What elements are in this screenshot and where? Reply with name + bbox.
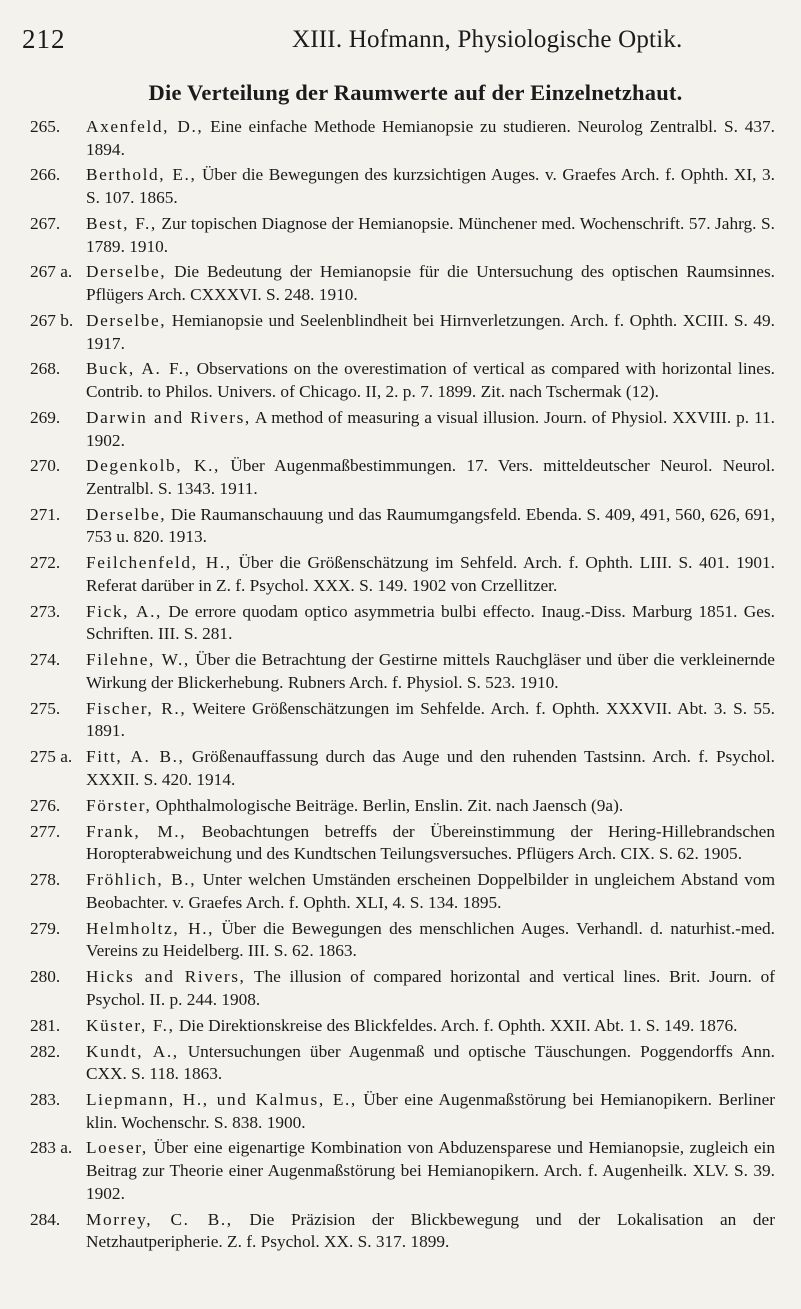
reference-number: 278. [30,870,61,890]
reference-entry [30,310,775,355]
reference-number: 279. [30,918,61,938]
reference-entry [30,213,775,258]
reference-text: Weitere Größenschätzungen im Sehfelde. Arch. f. Ophth. XXXVII. Abt. 3. S. 55. 1891. [86,698,775,741]
reference-list [30,116,775,1257]
reference-entry [30,1137,775,1205]
reference-entry [30,164,775,209]
reference-text: Über Augenmaßbestimmungen. 17. Vers. mitteldeutscher Neurol. Neurol. Zentralbl. S. 1343. 1911. [86,456,775,498]
reference-number: 277. [30,821,61,841]
reference-entry [30,795,775,818]
reference-author: Kundt, A., [86,1041,179,1061]
reference-number: 267 b. [30,310,74,330]
reference-number: 283 a. [30,1138,73,1158]
reference-author: Liepmann, H., und Kalmus, E., [86,1089,357,1109]
reference-entry [30,407,775,452]
reference-text: Die Präzision der Blickbewegung und der Lokalisation an der Netzhautperipherie. Z. f. Psychol. XX. S. 317. 1899. [86,1209,775,1252]
running-head: XIII. Hofmann, Physiologische Optik. [292,26,683,53]
page-number: 212 [22,24,66,54]
reference-entry [30,1041,775,1086]
reference-text: Die Bedeutung der Hemianopsie für die Untersuchung des optischen Raumsinnes. Pflügers Arch. CXXXVI. S. 248. 1910. [86,262,775,305]
reference-text: Die Direktionskreise des Blickfeldes. Arch. f. Ophth. XXII. Abt. 1. S. 149. 1876. [178,1015,738,1035]
reference-text: Über die Größenschätzung im Sehfeld. Arch. f. Ophth. LIII. S. 401. 1901. Referat darüber in Z. f. Psychol. XXX. S. 149. 1902 von Crzellitzer. [86,553,775,595]
reference-entry [30,869,775,914]
reference-author: Derselbe, [86,310,167,330]
reference-number: 272. [30,553,61,573]
reference-text: Untersuchungen über Augenmaß und optische Täuschungen. Poggendorffs Ann. CXX. S. 118. 1863. [86,1041,776,1084]
reference-number: 271. [30,504,61,524]
reference-author: Buck, A. F., [86,359,191,379]
reference-number: 281. [30,1015,61,1035]
page-header [22,24,782,58]
reference-author: Morrey, C. B., [86,1209,233,1229]
reference-number: 273. [30,601,61,621]
reference-entry [30,821,775,866]
reference-text: Eine einfache Methode Hemianopsie zu studieren. Neurolog Zentralbl. S. 437. 1894. [86,117,775,159]
reference-text: Größenauffassung durch das Auge und den ruhenden Tastsinn. Arch. f. Psychol. XXXII. S. 420. 1914. [86,747,775,789]
reference-text: A method of measuring a visual illusion. Journ. of Physiol. XXVIII. p. 11. 1902. [86,407,775,450]
reference-text: De errore quodam optico asymmetria bulbi effecto. Inaug.-Diss. Marburg 1851. Ges. Schriften. III. S. 281. [86,601,775,644]
reference-author: Loeser, [86,1138,148,1158]
reference-text: Die Raumanschauung und das Raumumgangsfeld. Ebenda. S. 409, 491, 560, 626, 691, 753 u. 820. 1913. [86,504,775,547]
reference-text: Zur topischen Diagnose der Hemianopsie. Münchener med. Wochenschrift. 57. Jahrg. S. 1789. 1910. [86,213,775,256]
reference-text: Über eine Augenmaßstörung bei Hemianopikern. Berliner klin. Wochenschr. S. 838. 1900. [86,1089,775,1132]
reference-number: 284. [30,1209,61,1229]
reference-entry [30,1089,775,1134]
reference-number: 268. [30,359,61,379]
reference-author: Berthold, E., [86,165,197,185]
reference-text: Ophthalmologische Beiträge. Berlin, Enslin. Zit. nach Jaensch (9a). [155,795,624,815]
section-title: Die Verteilung der Raumwerte auf der Einzelnetzhaut. [148,80,683,105]
reference-number: 276. [30,795,61,815]
reference-author: Fröhlich, B., [86,870,197,890]
reference-number: 265. [30,117,61,136]
reference-entry [30,1209,775,1254]
reference-number: 282. [30,1041,61,1061]
reference-number: 266. [30,165,61,185]
reference-entry [30,918,775,963]
reference-author: Helmholtz, H., [86,918,215,938]
reference-author: Degenkolb, K., [86,456,220,476]
reference-text: Über eine eigenartige Kombination von Abduzensparese und Hemianopsie, zugleich ein Beitrag zur Theorie einer Augenmaßstörung bei Hemianopikern. Arch. f. Augenheilk. XLV. S. 39. 1902. [86,1138,775,1203]
reference-number: 270. [30,456,61,476]
reference-entry [30,261,775,306]
reference-author: Derselbe, [86,262,167,282]
reference-number: 283. [30,1089,61,1109]
reference-number: 267. [30,213,61,233]
reference-author: Feilchenfeld, H., [86,553,232,573]
reference-text: Über die Bewegungen des menschlichen Auges. Verhandl. d. naturhist.-med. Vereins zu Heidelberg. III. S. 62. 1863. [86,918,775,961]
reference-author: Frank, M., [86,821,187,841]
reference-text: Observations on the overestimation of vertical as compared with horizontal lines. Contrib. to Philos. Univers. of Chicago. II, 2. p. 7. 1899. Zit. nach Tschermak (12). [86,359,775,402]
reference-number: 275. [30,698,61,718]
reference-entry [30,116,775,161]
reference-entry [30,358,775,403]
reference-text: Unter welchen Umständen erscheinen Doppelbilder in ungleichem Abstand vom Beobachter. v. Graefes Arch. f. Ophth. XLI, 4. S. 134. 1895. [86,870,776,912]
reference-entry [30,601,775,646]
reference-text: The illusion of compared horizontal and vertical lines. Brit. Journ. of Psychol. II. p. 244. 1908. [86,967,775,1009]
reference-author: Hicks and Rivers, [86,967,246,987]
reference-entry [30,746,775,791]
reference-entry [30,1015,775,1038]
reference-text: Hemianopsie und Seelenblindheit bei Hirnverletzungen. Arch. f. Ophth. XCIII. S. 49. 1917. [86,310,775,353]
reference-entry [30,504,775,549]
reference-entry [30,966,775,1011]
reference-entry [30,649,775,694]
reference-entry [30,698,775,743]
reference-author: Fischer, R., [86,698,187,718]
reference-entry [30,552,775,597]
reference-author: Best, F., [86,213,157,233]
reference-number: 269. [30,407,61,427]
reference-entry [30,455,775,500]
reference-author: Derselbe, [86,504,167,524]
reference-number: 274. [30,650,61,670]
reference-number: 267 a. [30,262,73,282]
reference-text: Über die Bewegungen des kurzsichtigen Auges. v. Graefes Arch. f. Ophth. XI, 3. S. 107. 1865. [86,165,775,208]
reference-author: Fitt, A. B., [86,747,185,767]
reference-number: 275 a. [30,747,73,767]
reference-author: Filehne, W., [86,650,190,670]
reference-author: Darwin and Rivers, [86,407,251,427]
reference-author: Axenfeld, D., [86,117,204,136]
reference-author: Fick, A., [86,601,162,621]
reference-author: Küster, F., [86,1015,175,1035]
reference-author: Förster, [86,795,152,815]
reference-text: Beobachtungen betreffs der Übereinstimmung der Hering-Hillebrandschen Horopterabweichung und des Kundtschen Teilungsversuches. Pflügers Arch. CIX. S. 62. 1905. [86,821,775,864]
reference-text: Über die Betrachtung der Gestirne mittels Rauchgläser und über die verkleinernde Wirkung der Blickerhebung. Rubners Arch. f. Physiol. S. 523. 1910. [86,650,775,692]
reference-number: 280. [30,967,61,987]
